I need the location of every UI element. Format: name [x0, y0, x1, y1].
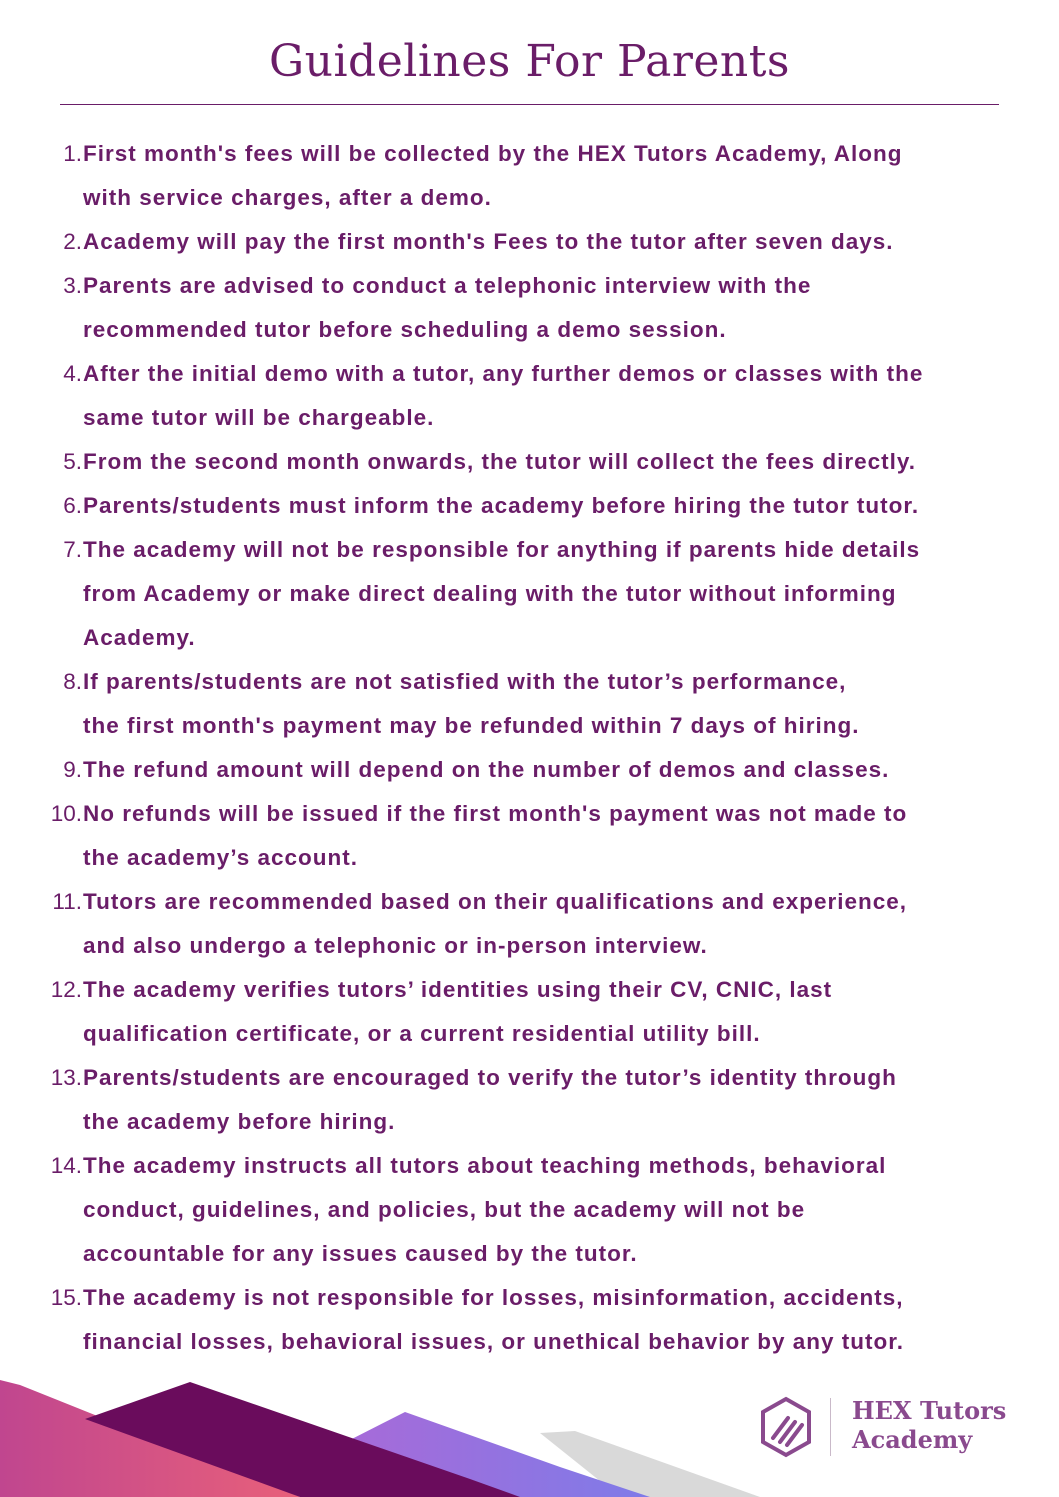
guideline-line: Parents/students must inform the academy before hiring the tutor tutor.	[83, 493, 920, 518]
guideline-item	[30, 264, 1010, 352]
guidelines-list	[30, 132, 1010, 1364]
guideline-number: 14.	[50, 1153, 82, 1178]
guideline-number: 15.	[50, 1285, 82, 1310]
guideline-number: 7.	[63, 537, 82, 562]
guideline-line: same tutor will be chargeable.	[83, 405, 435, 430]
guideline-item	[30, 132, 1010, 220]
guideline-line: No refunds will be issued if the first month's payment was not made to	[83, 801, 908, 826]
guideline-text	[82, 1056, 1010, 1144]
guideline-text	[82, 968, 1010, 1056]
guideline-line: and also undergo a telephonic or in-person interview.	[83, 933, 708, 958]
guideline-text	[82, 352, 1010, 440]
guideline-text	[82, 1144, 1010, 1276]
guideline-line: Academy will pay the first month's Fees to the tutor after seven days.	[83, 229, 894, 254]
guideline-line: qualification certificate, or a current residential utility bill.	[83, 1021, 761, 1046]
guideline-line: the first month's payment may be refunded within 7 days of hiring.	[83, 713, 860, 738]
page-title: Guidelines For Parents	[268, 36, 791, 87]
guideline-line: with service charges, after a demo.	[83, 185, 492, 210]
guideline-item	[30, 528, 1010, 660]
guideline-text	[82, 484, 1010, 528]
guideline-item	[30, 1276, 1010, 1364]
guideline-number: 10.	[50, 801, 82, 826]
guideline-line: accountable for any issues caused by the tutor.	[83, 1241, 638, 1266]
guideline-number: 1.	[63, 141, 82, 166]
guideline-item	[30, 220, 1010, 264]
brand-name	[852, 1396, 1006, 1454]
guideline-line: the academy’s account.	[83, 845, 359, 870]
guideline-line: the academy before hiring.	[83, 1109, 396, 1134]
hexagon-logo-icon	[758, 1396, 814, 1458]
guideline-line: from Academy or make direct dealing with the tutor without informing	[83, 581, 897, 606]
guideline-line: First month's fees will be collected by the HEX Tutors Academy, Along	[83, 141, 903, 166]
guideline-number: 12.	[50, 977, 82, 1002]
guideline-text	[82, 748, 1010, 792]
guideline-number: 11.	[52, 889, 82, 914]
logo-divider	[830, 1398, 831, 1456]
guideline-number: 4.	[63, 361, 82, 386]
guideline-line: If parents/students are not satisfied with the tutor’s performance,	[83, 669, 847, 694]
guideline-line: financial losses, behavioral issues, or unethical behavior by any tutor.	[83, 1329, 904, 1354]
guideline-number: 5.	[63, 449, 82, 474]
guideline-item	[30, 660, 1010, 748]
guideline-line: The academy will not be responsible for anything if parents hide details	[83, 537, 921, 562]
guideline-text	[82, 220, 1010, 264]
title-divider	[60, 104, 999, 105]
guideline-number: 13.	[50, 1065, 82, 1090]
guideline-line: Parents/students are encouraged to verify the tutor’s identity through	[83, 1065, 897, 1090]
guideline-text	[82, 880, 1010, 968]
guideline-item	[30, 1144, 1010, 1276]
guideline-item	[30, 880, 1010, 968]
guideline-line: Tutors are recommended based on their qualifications and experience,	[83, 889, 908, 914]
guideline-item	[30, 484, 1010, 528]
brand-name-line1: HEX Tutors	[852, 1396, 1007, 1425]
guideline-item	[30, 440, 1010, 484]
guideline-text	[82, 792, 1010, 880]
guideline-number: 2.	[63, 229, 82, 254]
guideline-line: The academy is not responsible for losses, misinformation, accidents,	[83, 1285, 904, 1310]
guideline-number: 6.	[63, 493, 82, 518]
guideline-text	[82, 132, 1010, 220]
guideline-line: Parents are advised to conduct a telephonic interview with the	[83, 273, 812, 298]
guideline-item	[30, 792, 1010, 880]
guideline-line: conduct, guidelines, and policies, but the academy will not be	[83, 1197, 806, 1222]
brand-name-line2: Academy	[852, 1425, 973, 1454]
guideline-line: The refund amount will depend on the number of demos and classes.	[83, 757, 890, 782]
guideline-number: 9.	[63, 757, 82, 782]
guideline-number: 8.	[63, 669, 82, 694]
guideline-text	[82, 660, 1010, 748]
guideline-item	[30, 968, 1010, 1056]
guideline-text	[82, 1276, 1010, 1364]
guideline-item	[30, 1056, 1010, 1144]
guideline-line: recommended tutor before scheduling a demo session.	[83, 317, 727, 342]
guideline-number: 3.	[63, 273, 82, 298]
brand-logo	[758, 1396, 1018, 1460]
guideline-item	[30, 748, 1010, 792]
guideline-line: The academy verifies tutors’ identities using their CV, CNIC, last	[83, 977, 833, 1002]
guideline-line: After the initial demo with a tutor, any further demos or classes with the	[83, 361, 924, 386]
guideline-text	[82, 528, 1010, 660]
guideline-text	[82, 440, 1010, 484]
guideline-item	[30, 352, 1010, 440]
guideline-line: Academy.	[83, 625, 196, 650]
guideline-line: The academy instructs all tutors about teaching methods, behavioral	[83, 1153, 887, 1178]
guideline-text	[82, 264, 1010, 352]
guideline-line: From the second month onwards, the tutor will collect the fees directly.	[83, 449, 916, 474]
